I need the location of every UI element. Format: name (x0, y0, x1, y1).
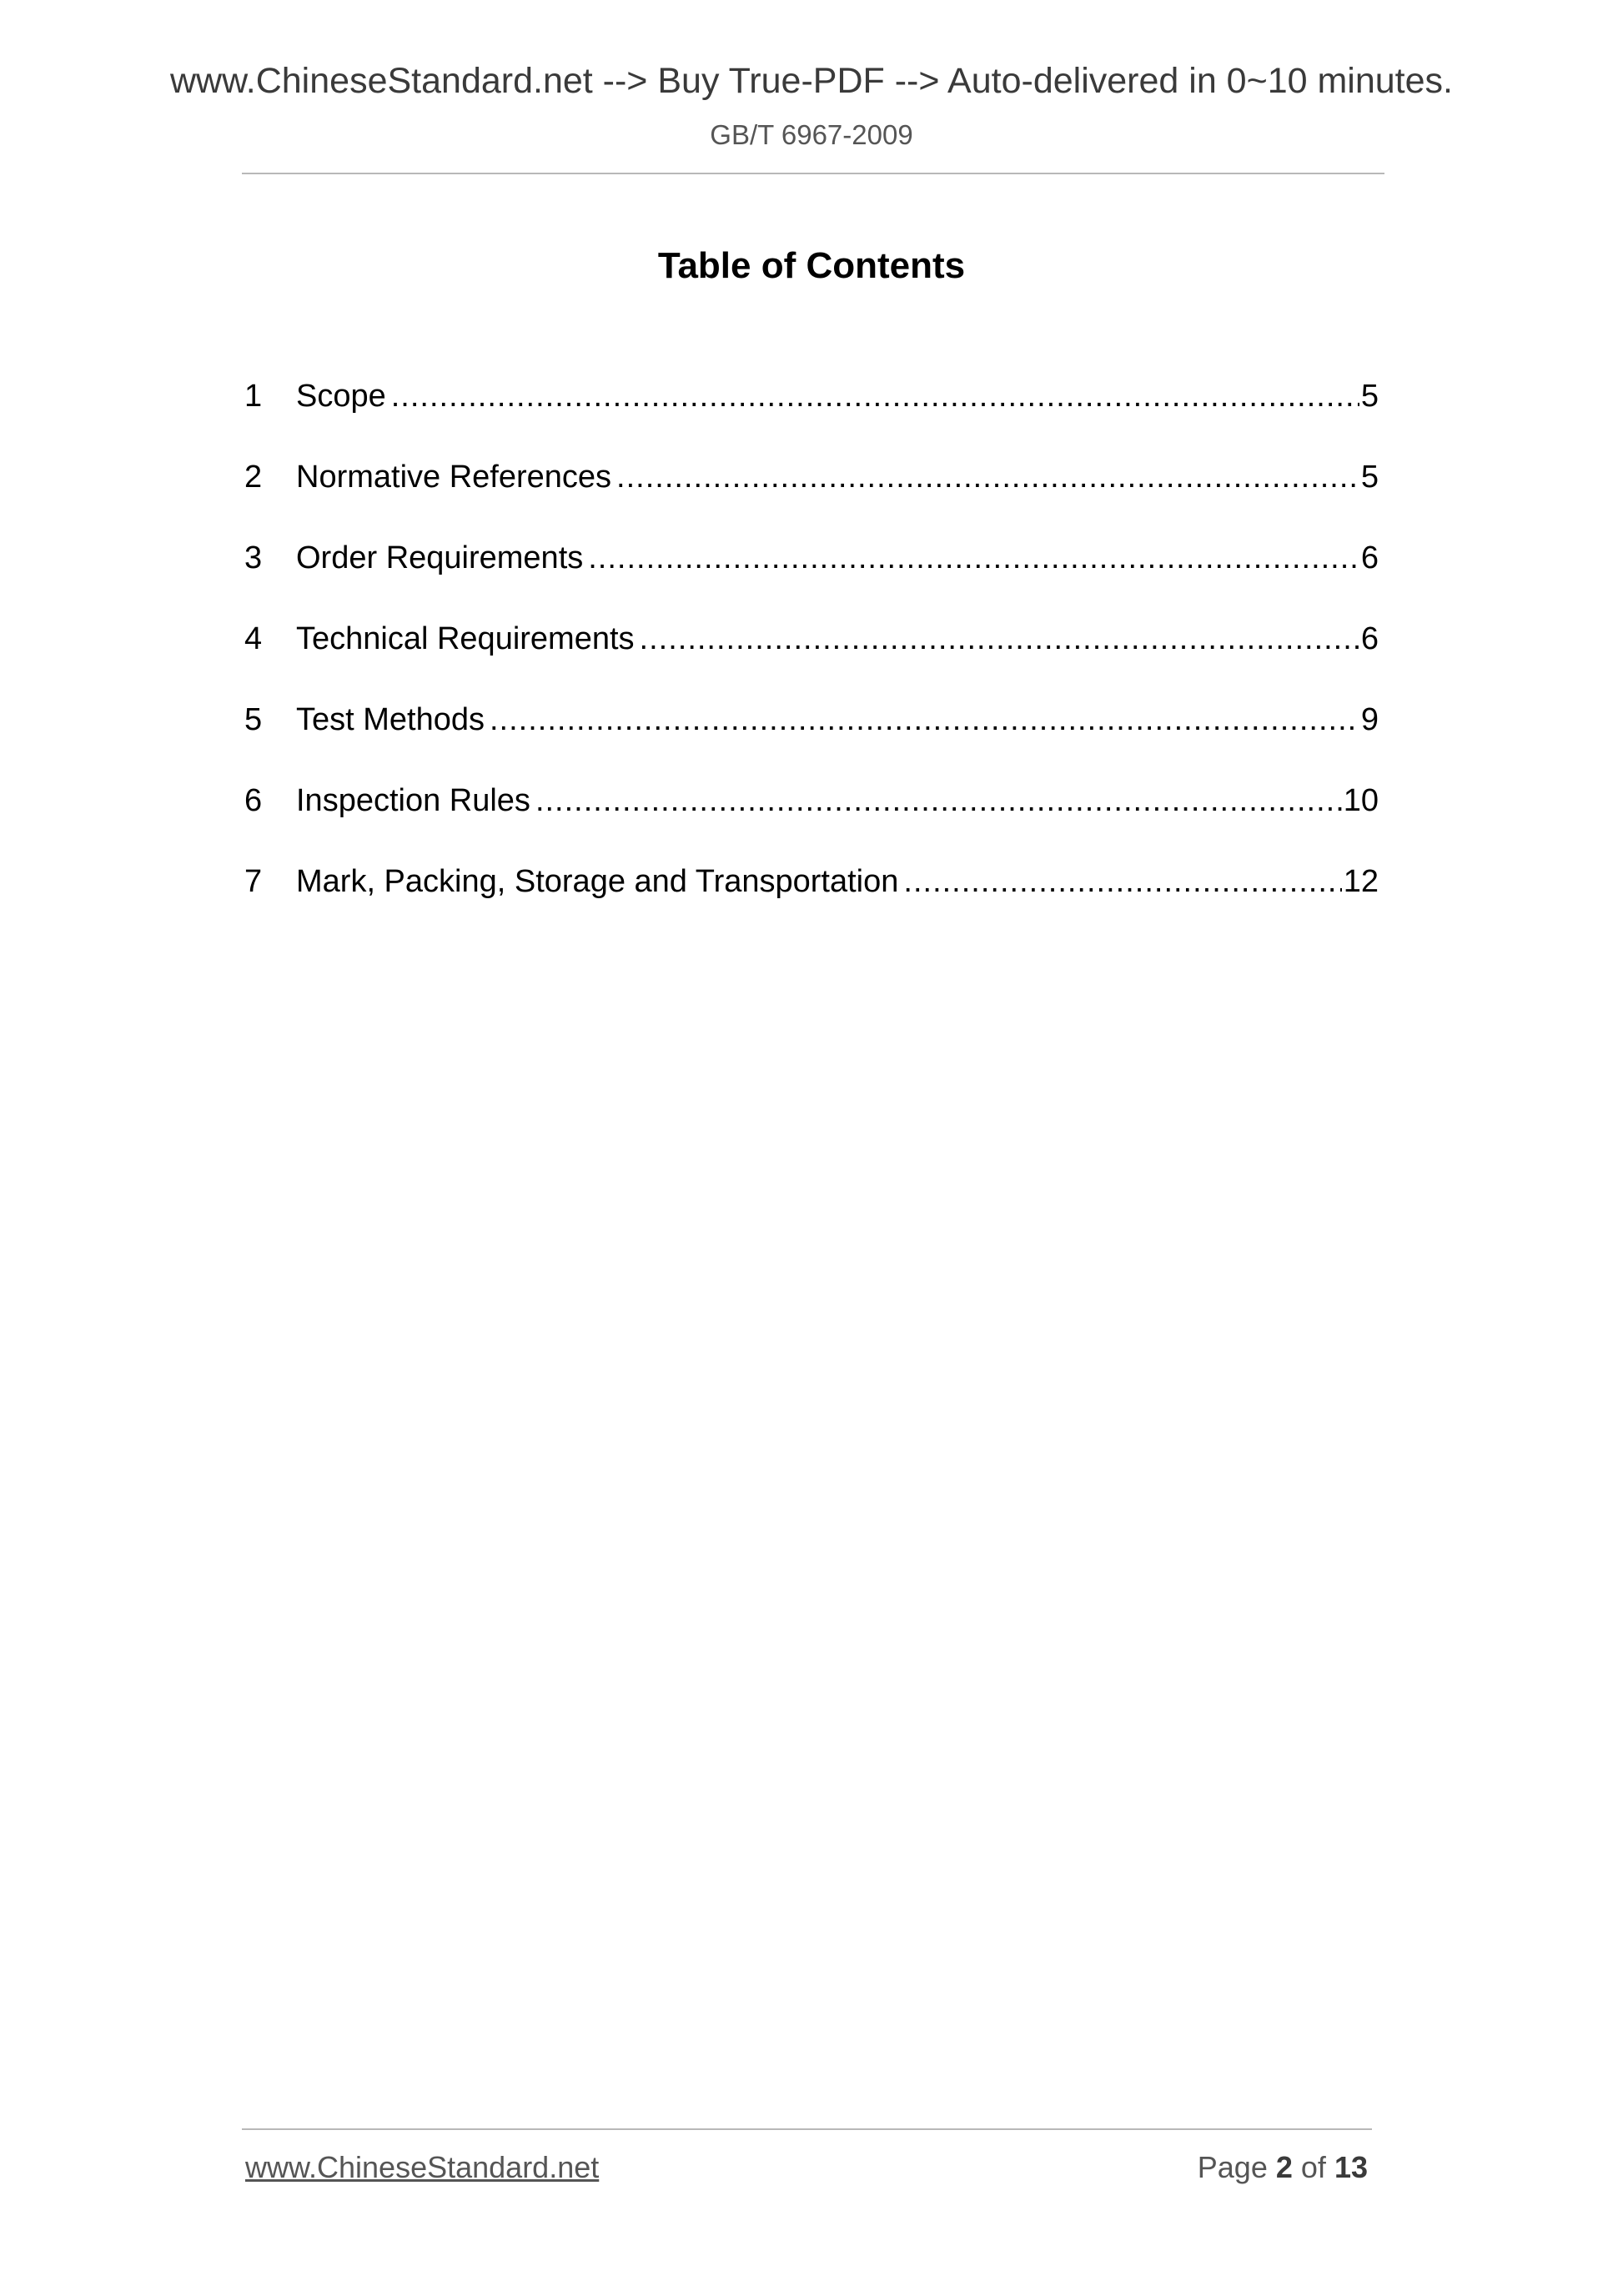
toc-entry-title: Normative References (296, 460, 612, 495)
toc-entry-page: 6 (1360, 540, 1379, 575)
toc-entry-page: 5 (1360, 460, 1379, 495)
toc-entry-title: Test Methods (296, 702, 485, 737)
document-code: GB/T 6967-2009 (710, 119, 913, 150)
toc-entry-number: 6 (244, 783, 263, 818)
toc-entry-title: Technical Requirements (296, 621, 635, 656)
toc-dot-leader (391, 380, 1359, 412)
footer-divider (242, 2128, 1372, 2130)
toc-dot-leader (616, 461, 1359, 493)
header-divider (242, 173, 1384, 174)
toc-entry-title: Mark, Packing, Storage and Transportation (296, 864, 899, 899)
toc-entry-page: 5 (1360, 379, 1379, 414)
toc-entry-scope[interactable] (244, 380, 1379, 461)
toc-entry-number: 3 (244, 540, 263, 575)
toc-dot-leader (588, 542, 1359, 574)
toc-dot-leader (490, 704, 1359, 736)
current-page-number: 2 (1275, 2150, 1293, 2184)
toc-entry-page: 6 (1360, 621, 1379, 656)
toc-dot-leader (903, 866, 1341, 897)
toc-entry-test-methods[interactable] (244, 704, 1379, 785)
toc-entry-technical-requirements[interactable] (244, 623, 1379, 704)
page-prefix: Page (1197, 2150, 1268, 2184)
toc-entry-order-requirements[interactable] (244, 542, 1379, 623)
total-page-count: 13 (1334, 2150, 1368, 2184)
page-separator: of (1300, 2150, 1326, 2184)
toc-entry-page: 10 (1343, 783, 1379, 818)
toc-title: Table of Contents (657, 245, 966, 286)
toc-entry-number: 2 (244, 460, 263, 495)
toc-entry-title: Scope (296, 379, 386, 414)
toc-dot-leader (640, 623, 1359, 655)
toc-entry-number: 5 (244, 702, 263, 737)
toc-entry-title: Order Requirements (296, 540, 584, 575)
toc-list (244, 380, 1379, 947)
toc-entry-number: 1 (244, 379, 263, 414)
page-indicator (1197, 2150, 1368, 2184)
toc-entry-page: 9 (1360, 702, 1379, 737)
footer-site-link[interactable]: www.ChineseStandard.net (245, 2150, 600, 2184)
toc-entry-normative-references[interactable] (244, 461, 1379, 542)
toc-dot-leader (535, 785, 1342, 816)
site-banner: www.ChineseStandard.net --> Buy True-PDF --> Auto-delivered in 0~10 minutes. (169, 61, 1453, 101)
toc-entry-inspection-rules[interactable] (244, 785, 1379, 866)
toc-entry-page: 12 (1343, 864, 1379, 899)
toc-entry-title: Inspection Rules (296, 783, 530, 818)
toc-entry-number: 7 (244, 864, 263, 899)
toc-entry-mark-packing-storage-transportation[interactable] (244, 866, 1379, 947)
toc-entry-number: 4 (244, 621, 263, 656)
